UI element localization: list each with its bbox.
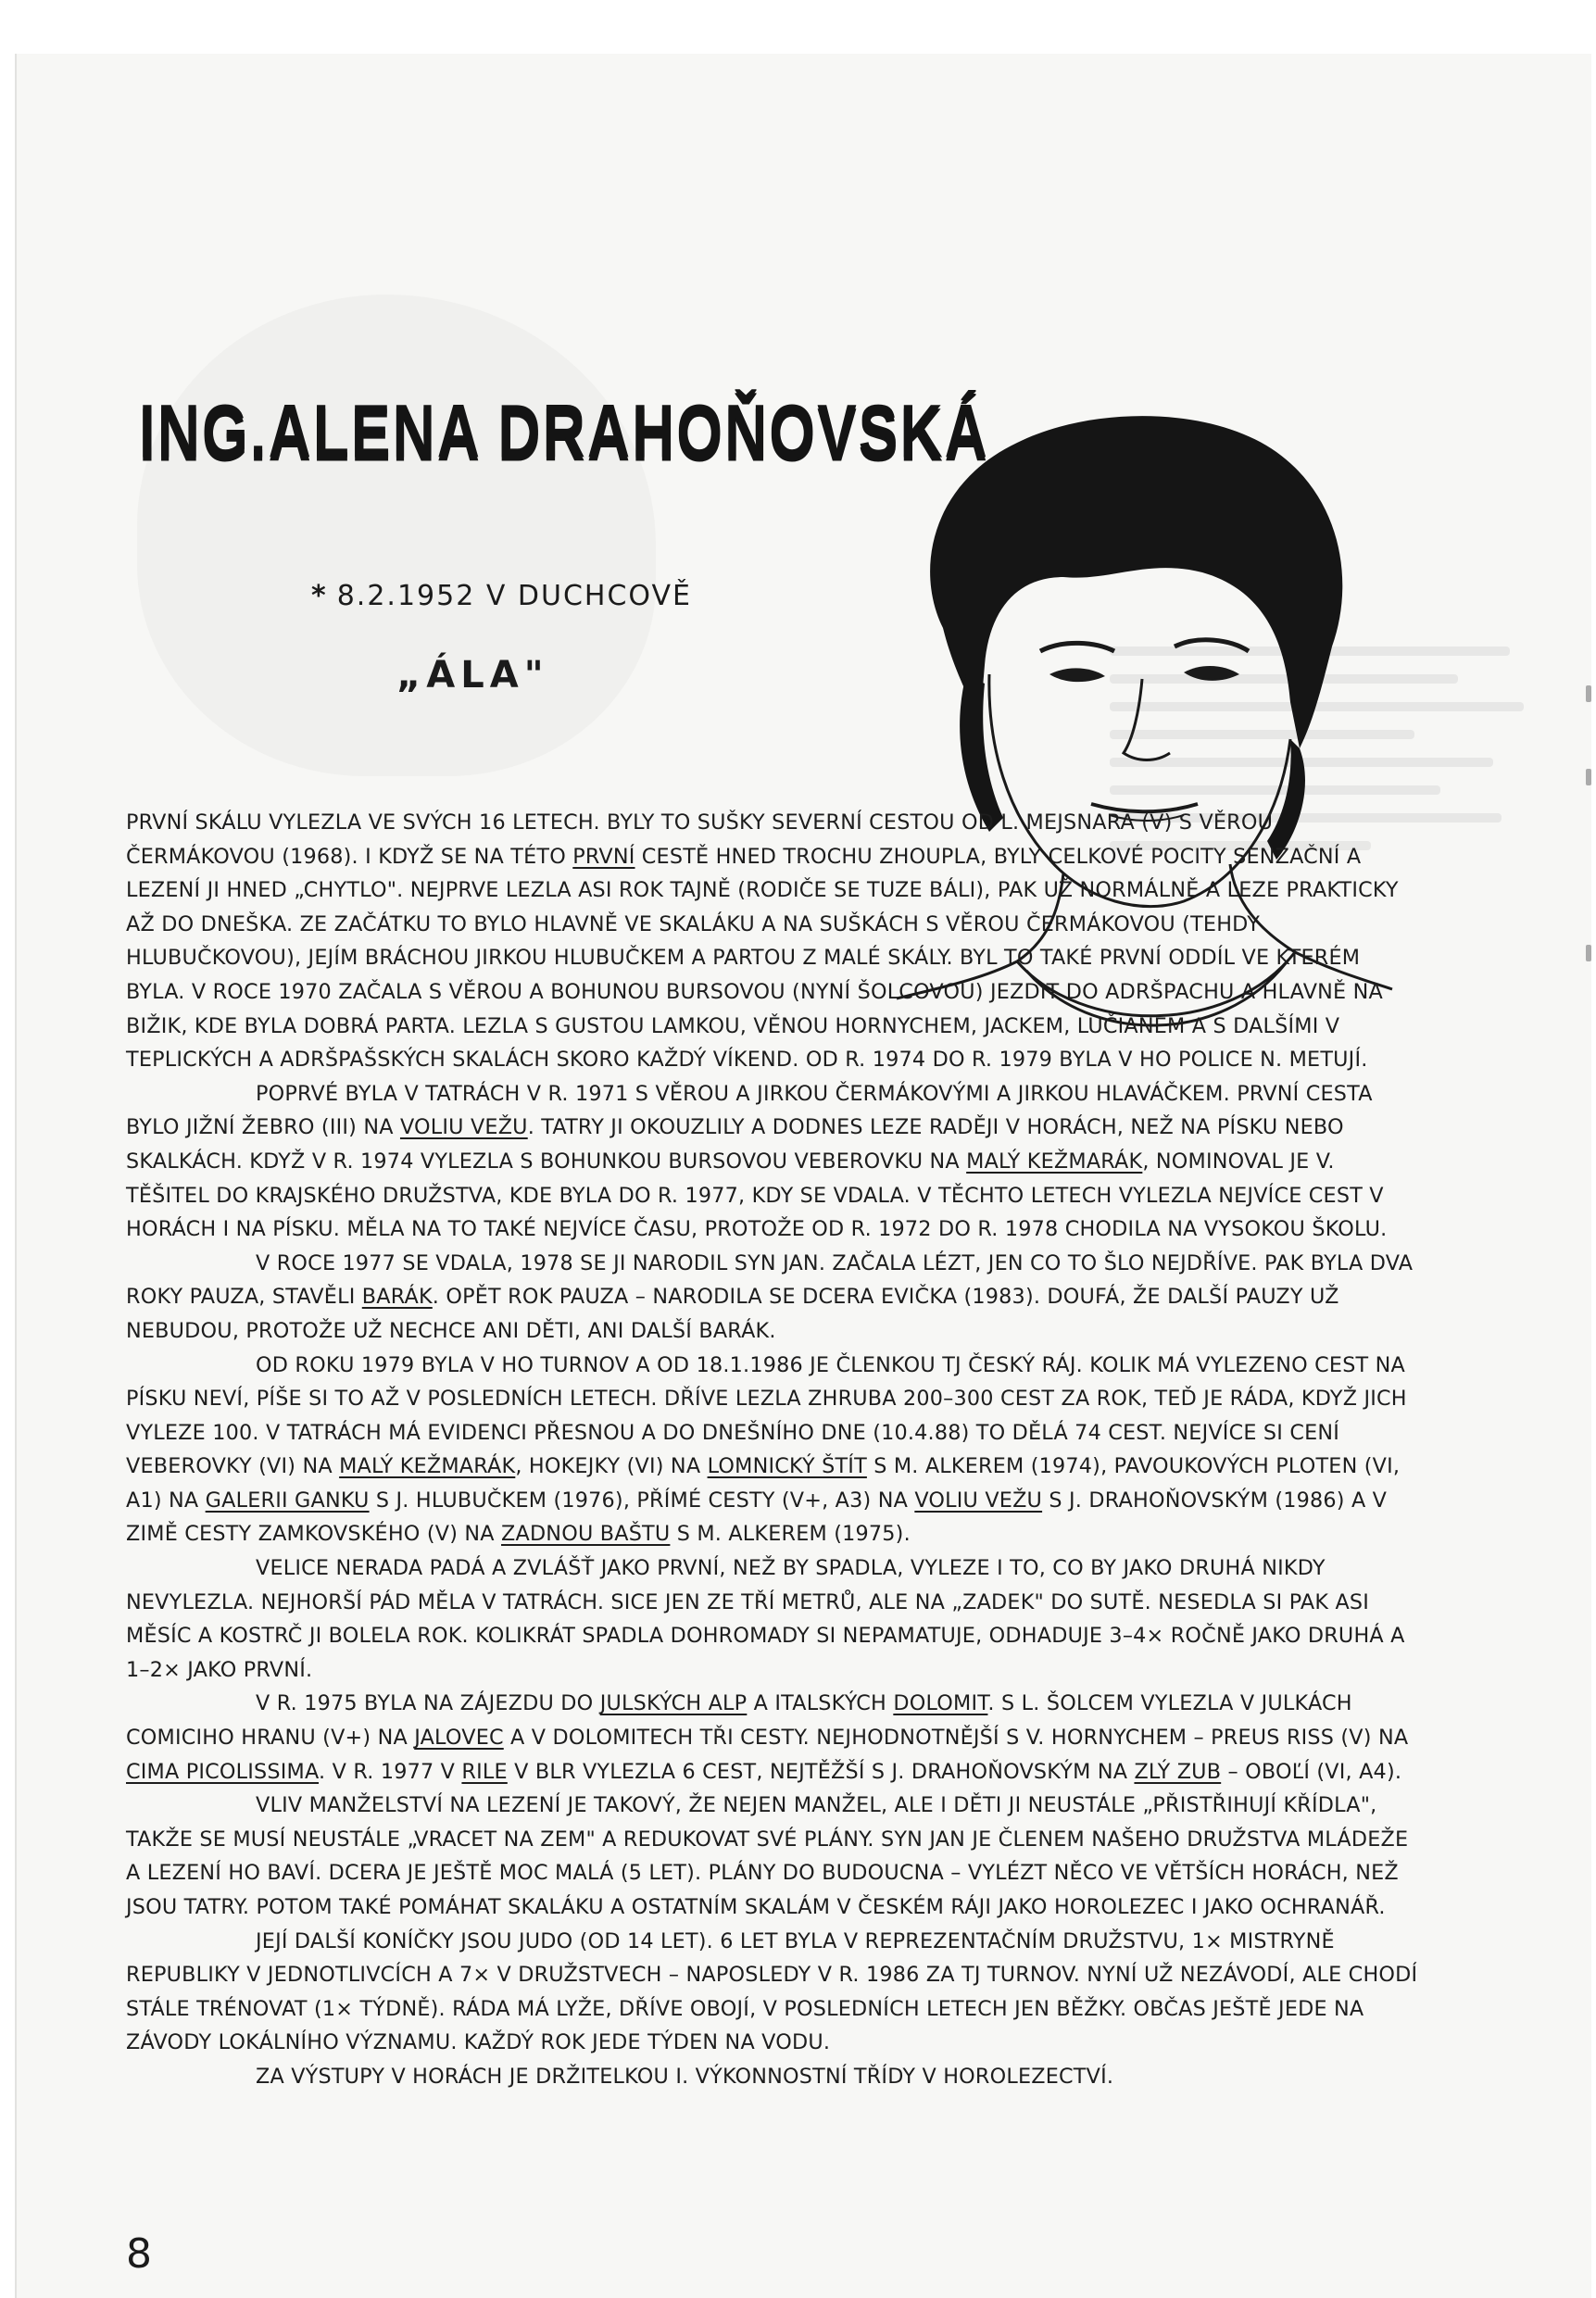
paragraph [126, 1925, 1423, 2060]
underlined-place-name: ZADNOU BAŠTU [501, 1522, 671, 1547]
paragraph-text: . V R. 1977 V [319, 1759, 462, 1784]
paragraph [126, 1349, 1423, 1552]
nickname: „ÁLA" [396, 654, 549, 697]
paragraph [126, 1789, 1423, 1924]
paragraph-text: . TATRY JI OKOUZLILY A DODNES LEZE RADĚJI V HORÁCH, NEŽ NA PÍSKU NEBO SKALKÁCH. KDYŽ V R. 1974 VYLEZLA S BOHUNKOU BURSOVOU VEBEROVKU NA [126, 1115, 1344, 1174]
paragraph-text: – OBOĽÍ (VI, A4). [1221, 1759, 1402, 1784]
paragraph-text: , NOMINOVAL JE V. TĚŠITEL DO KRAJSKÉHO DRUŽSTVA, KDE BYLA DO R. 1977, KDY SE VDALA. V TĚCHTO LETECH VYLEZLA NEJVÍCE CEST V HORÁCH I NA PÍSKU. MĚLA NA TO TAKÉ NEJVÍCE ČASU, PROTOŽE OD R. 1972 DO R. 1978 CHODILA NA VYSOKOU ŠKOLU. [126, 1149, 1388, 1242]
underlined-place-name: DOLOMIT [893, 1691, 988, 1716]
paragraph-text: JEJÍ DALŠÍ KONÍČKY JSOU JUDO (OD 14 LET). 6 LET BYLA V REPREZENTAČNÍM DRUŽSTVU, 1× MISTRYNĚ REPUBLIKY V JEDNOTLIVCÍCH A 7× V DRUŽSTVECH – NAPOSLEDY V R. 1986 ZA TJ TURNOV. NYNÍ UŽ NEZÁVODÍ, ALE CHODÍ STÁLE TRÉNOVAT (1× TÝDNĚ). RÁDA MÁ LYŽE, DŘÍVE OBOJÍ, V POSLEDNÍCH LETECH JEN BĚŽKY. OBČAS JEŠTĚ JEDE NA ZÁVODY LOKÁLNÍHO VÝZNAMU. KAŽDÝ ROK JEDE TÝDEN NA VODU. [126, 1928, 1418, 2055]
underlined-place-name: GALERII GANKU [205, 1488, 370, 1513]
page-number: 8 [126, 2230, 152, 2278]
page-title: ING.ALENA DRAHOŇOVSKÁ [139, 388, 989, 474]
underlined-place-name: LOMNICKÝ ŠTÍT [707, 1454, 867, 1479]
paragraph-text: S M. ALKEREM (1975). [670, 1522, 911, 1547]
underlined-place-name: MALÝ KEŽMARÁK [339, 1454, 516, 1479]
birth-star: * [311, 580, 328, 612]
underlined-place-name: JALOVEC [414, 1726, 504, 1751]
paragraph-text: A V DOLOMITECH TŘI CESTY. NEJHODNOTNĚJŠÍ S V. HORNYCHEM – PREUS RISS (V) NA [503, 1726, 1409, 1751]
underlined-place-name: RILE [461, 1759, 508, 1784]
paragraph-text: VLIV MANŽELSTVÍ NA LEZENÍ JE TAKOVÝ, ŽE NEJEN MANŽEL, ALE I DĚTI JI NEUSTÁLE „PŘISTŘIHUJÍ KŘÍDLA", TAKŽE SE MUSÍ NEUSTÁLE „VRACET NA ZEM" A REDUKOVAT SVÉ PLÁNY. SYN JAN JE ČLENEM NAŠEHO DRUŽSTVA MLÁDEŽE A LEZENÍ HO BAVÍ. DCERA JE JEŠTĚ MOC MALÁ (5 LET). PLÁNY DO BUDOUCNA – VYLÉZT NĚCO VE VĚTŠÍCH HORÁCH, NEŽ JSOU TATRY. POTOM TAKÉ POMÁHAT SKALÁKU A OSTATNÍM SKALÁM V ČESKÉM RÁJI JAKO HOROLEZEC I JAKO OCHRANÁŘ. [126, 1793, 1409, 1919]
page [15, 54, 1591, 2298]
paragraph [126, 1551, 1423, 1687]
birth-line [311, 580, 692, 612]
underlined-place-name: PRVNÍ [572, 844, 635, 869]
paragraph-text: . S L. ŠOLCEM VYLEZLA V JULKÁCH COMICIHO HRANU (V+) NA [126, 1691, 1352, 1751]
paragraph-text: VELICE NERADA PADÁ A ZVLÁŠŤ JAKO PRVNÍ, NEŽ BY SPADLA, VYLEZE I TO, CO BY JAKO DRUHÁ NIKDY NEVYLEZLA. NEJHORŠÍ PÁD MĚLA V TATRÁCH. SICE JEN ZE TŘÍ METRŮ, ALE NA „ZADEK" DO SUTĚ. NESEDLA SI PAK ASI MĚSÍC A KOSTRČ JI BOLELA ROK. KOLIKRÁT SPADLA DOHROMADY SI NEPAMATUJE, ODHADUJE 3–4× ROČNĚ JAKO DRUHÁ A 1–2× JAKO PRVNÍ. [126, 1556, 1405, 1682]
paragraph-text: V BLR VYLEZLA 6 CEST, NEJTĚŽŠÍ S J. DRAHOŇOVSKÝM NA [507, 1759, 1135, 1784]
paragraph [126, 806, 1423, 1077]
paragraph [126, 1077, 1423, 1247]
paragraph-text: A ITALSKÝCH [747, 1691, 894, 1716]
binding-mark [1586, 769, 1591, 785]
binding-mark [1586, 685, 1591, 702]
paragraph-text: S J. HLUBUČKEM (1976), PŘÍMÉ CESTY (V+, A3) NA [369, 1488, 915, 1513]
paragraph-text: CESTĚ HNED TROCHU ZHOUPLA, BYLY CELKOVÉ POCITY SENZAČNÍ A LEZENÍ JI HNED „CHYTLO". NEJPRVE LEZLA ASI ROK TAJNĚ (RODIČE SE TUZE BÁLI), PAK UŽ NORMÁLNĚ A LEZE PRAKTICKY AŽ DO DNEŠKA. ZE ZAČÁTKU TO BYLO HLAVNĚ VE SKALÁKU A NA SUŠKÁCH S VĚROU ČERMÁKOVOU (TEHDY HLUBUČKOVOU), JEJÍM BRÁCHOU JIRKOU HLUBUČKEM A PARTOU Z MALÉ SKÁLY. BYL TO TAKÉ PRVNÍ ODDÍL VE KTERÉM BYLA. V ROCE 1970 ZAČALA S VĚROU A BOHUNOU BURSOVOU (NYNÍ ŠOLCOVOU) JEZDIT DO ADRŠPACHU A HLAVNĚ NA BIŽIK, KDE BYLA DOBRÁ PARTA. LEZLA S GUSTOU LAMKOU, VĚNOU HORNYCHEM, JACKEM, LUČIANEM A S DALŠÍMI V TEPLICKÝCH A ADRŠPAŠSKÝCH SKALÁCH SKORO KAŽDÝ VÍKEND. OD R. 1974 DO R. 1979 BYLA V HO POLICE N. METUJÍ. [126, 844, 1399, 1073]
paragraph [126, 1247, 1423, 1349]
birth-text: 8.2.1952 V DUCHCOVĚ [336, 580, 692, 612]
underlined-place-name: JULSKÝCH ALP [599, 1691, 748, 1716]
article-body [126, 806, 1423, 2094]
paragraph-text: POPRVÉ BYLA V TATRÁCH V R. 1971 S VĚROU A JIRKOU ČERMÁKOVÝMI A JIRKOU HLAVÁČKEM. PRVNÍ CESTA BYLO JIŽNÍ ŽEBRO (III) NA [126, 1081, 1373, 1140]
underlined-place-name: VOLIU VEŽU [399, 1115, 528, 1140]
underlined-place-name: VOLIU VEŽU [914, 1488, 1043, 1513]
paragraph-text: PRVNÍ SKÁLU VYLEZLA VE SVÝCH 16 LETECH. BYLY TO SUŠKY SEVERNÍ CESTOU OD L. MEJSNARA (V) S VĚROU ČERMÁKOVOU (1968). I KDYŽ SE NA TÉTO [126, 810, 1274, 869]
underlined-place-name: ZLÝ ZUB [1134, 1759, 1222, 1784]
paragraph-text: OD ROKU 1979 BYLA V HO TURNOV A OD 18.1.1986 JE ČLENKOU TJ ČESKÝ RÁJ. KOLIK MÁ VYLEZENO CEST NA PÍSKU NEVÍ, PÍŠE SI TO AŽ V POSLEDNÍCH LETECH. DŘÍVE LEZLA ZHRUBA 200–300 CEST ZA ROK, TEĎ JE RÁDA, KDYŽ JICH VYLEZE 100. V TATRÁCH MÁ EVIDENCI PŘESNOU A DO DNEŠNÍHO DNE (10.4.88) TO DĚLÁ 74 CEST. NEJVÍCE SI CENÍ VEBEROVKY (VI) NA [126, 1352, 1407, 1479]
paragraph-text: S J. DRAHOŇOVSKÝM (1986) A V ZIMĚ CESTY ZAMKOVSKÉHO (V) NA [126, 1488, 1388, 1547]
paragraph [126, 1687, 1423, 1789]
binding-mark [1586, 945, 1591, 961]
paragraph-text: . OPĚT ROK PAUZA – NARODILA SE DCERA EVIČKA (1983). DOUFÁ, ŽE DALŠÍ PAUZY UŽ NEBUDOU, PROTOŽE UŽ NECHCE ANI DĚTI, ANI DALŠÍ BARÁK. [126, 1285, 1339, 1343]
underlined-place-name: MALÝ KEŽMARÁK [966, 1149, 1143, 1174]
paragraph-text: ZA VÝSTUPY V HORÁCH JE DRŽITELKOU I. VÝKONNOSTNÍ TŘÍDY V HOROLEZECTVÍ. [256, 2064, 1114, 2089]
paragraph [126, 2060, 1423, 2094]
paragraph-text: V R. 1975 BYLA NA ZÁJEZDU DO [256, 1691, 600, 1716]
paragraph-text: S M. ALKEREM (1974), PAVOUKOVÝCH PLOTEN (VI, A1) NA [126, 1454, 1401, 1513]
paragraph-text: V ROCE 1977 SE VDALA, 1978 SE JI NARODIL SYN JAN. ZAČALA LÉZT, JEN CO TO ŠLO NEJDŘÍVE. PAK BYLA DVA ROKY PAUZA, STAVĚLI [126, 1250, 1414, 1310]
ghost-portrait [137, 295, 656, 776]
underlined-place-name: BARÁK [361, 1285, 433, 1310]
underlined-place-name: CIMA PICOLISSIMA [126, 1759, 320, 1784]
paragraph-text: , HOKEJKY (VI) NA [515, 1454, 708, 1479]
portrait-hair [930, 416, 1342, 748]
